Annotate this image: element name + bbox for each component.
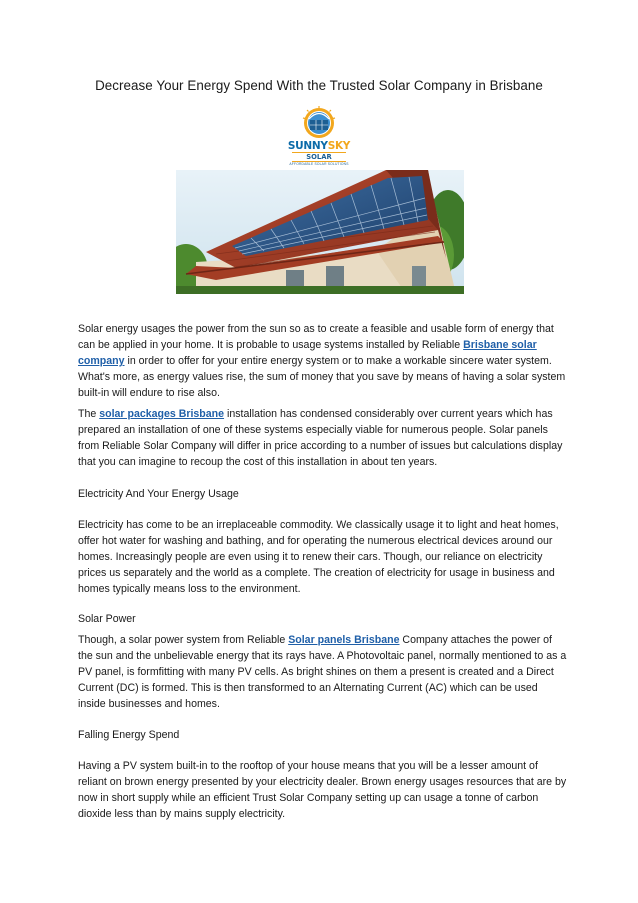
solar-panels-brisbane-link[interactable]: Solar panels Brisbane (288, 634, 400, 646)
logo-wordmark (286, 140, 352, 152)
solar-house-photo (176, 170, 464, 294)
heading-solar-power: Solar Power (78, 613, 136, 625)
logo-word-sky: SKY (327, 140, 351, 152)
paragraph-intro (78, 321, 568, 401)
paragraph-text: Though, a solar power system from Reliable (78, 634, 289, 646)
paragraph-text: installation has condensed considerably over current years which has prepared an installation of one of these systems especially viable for numerous people. Solar panels from Reliable Solar Company will differ in price according to a number of issues but calculations display that you can imagine to recoup the cost of this installation in about ten years. (78, 408, 563, 469)
paragraph-falling-spend (78, 758, 568, 822)
paragraph-solar-power (78, 632, 568, 712)
heading-electricity-usage: Electricity And Your Energy Usage (78, 488, 239, 500)
solar-packages-brisbane-link[interactable]: solar packages Brisbane (99, 408, 225, 420)
brisbane-solar-company-link[interactable]: Brisbane solar company (78, 339, 537, 368)
paragraph-packages (78, 406, 568, 470)
paragraph-electricity (78, 517, 568, 597)
logo-tagline: AFFORDABLE SOLAR SOLUTIONS (289, 162, 349, 166)
logo-word-sunny: SUNNY (287, 140, 328, 152)
paragraph-text: The (78, 408, 100, 420)
paragraph-text: Electricity has come to be an irreplaceable commodity. We classically usage it to light and heat homes, offer hot water for washing and bathing, and for operating the numerous electrical devices around our homes. Increasingly people are even using it to renew their cars. Though, our reliance on electricity prices us separately and the world as a complete. The creation of electricity for usage in business and homes typically means loss to the environment. (78, 519, 559, 596)
document-title: Decrease Your Energy Spend With the Trusted Solar Company in Brisbane (95, 78, 543, 93)
paragraph-text: in order to offer for your entire energy system or to make a workable sincere water system. What's more, as energy values rise, the sum of money that you save by means of having a solar system built-in will endure to rise also. (78, 355, 566, 400)
paragraph-text: Company attaches the power of the sun and the unbelievable energy that its rays have. A Photovoltaic panel, normally mentioned to as a PV panel, is formfitting with many PV cells. As bright shines on them a present is created and a Direct Current (DC) is formed. This is then transformed to an Alternating Current (AC) which can be used inside businesses and homes. (78, 634, 567, 711)
logo-subtitle: SOLAR (292, 152, 346, 162)
paragraph-text: Solar energy usages the power from the sun so as to create a feasible and usable form of energy that can be applied in your home. It is probable to usage systems installed by Reliable (78, 323, 554, 352)
heading-falling-energy-spend: Falling Energy Spend (78, 729, 180, 741)
paragraph-text: Having a PV system built-in to the rooftop of your house means that you will be a lesser amount of reliant on brown energy presented by your electricity dealer. Brown energy usages resources that are by now in short supply while an efficient Trust Solar Company setting up can usage a tonne of carbon dioxide less than by mains supply electricity. (78, 760, 567, 821)
